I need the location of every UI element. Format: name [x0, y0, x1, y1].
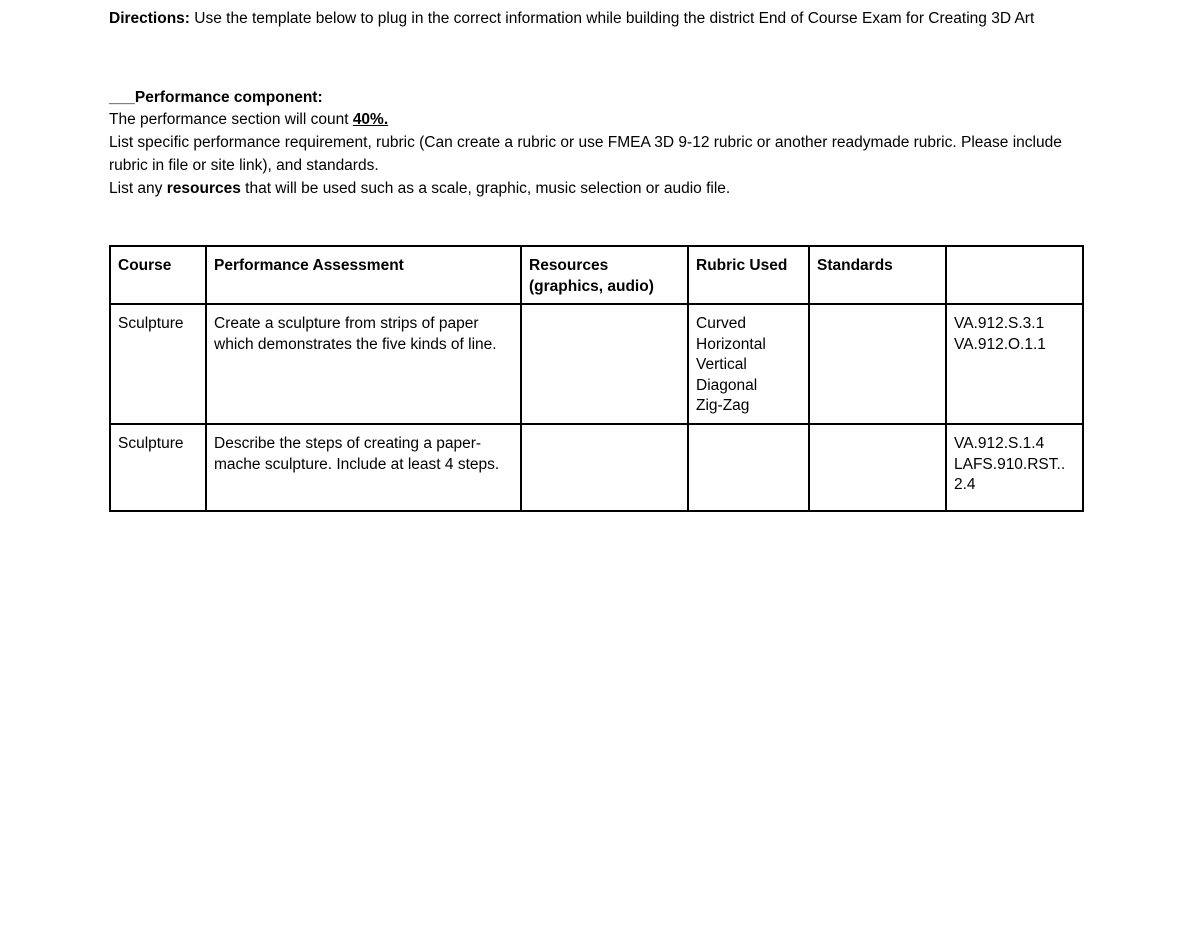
cell-extra: VA.912.S.1.4 LAFS.910.RST.. 2.4: [946, 424, 1083, 511]
cell-extra: VA.912.S.3.1 VA.912.O.1.1: [946, 304, 1083, 424]
table-row: [110, 424, 1083, 511]
table-header-row: [110, 246, 1083, 304]
cell-standards: [809, 304, 946, 424]
cell-standards: [809, 424, 946, 511]
performance-table: [109, 245, 1084, 512]
cell-resources: [521, 424, 688, 511]
cell-resources: [521, 304, 688, 424]
resources-prefix: List any: [109, 179, 167, 197]
count-prefix: The performance section will count: [109, 111, 353, 129]
count-value: 40%.: [352, 111, 389, 129]
header-rubric: Rubric Used: [688, 246, 809, 304]
directions-text: Use the template below to plug in the correct information while building the district End of Course Exam for Creating 3D Art: [189, 10, 1035, 27]
resources-suffix: that will be used such as a scale, graphic, music selection or audio file.: [240, 179, 731, 197]
header-extra: [946, 246, 1083, 304]
header-course: Course: [110, 246, 206, 304]
header-standards: Standards: [809, 246, 946, 304]
header-resources: Resources (graphics, audio): [521, 246, 688, 304]
header-assessment: Performance Assessment: [206, 246, 521, 304]
performance-heading: ___Performance component:: [109, 88, 323, 106]
performance-count-line: [109, 109, 1084, 132]
document-page: [109, 8, 1084, 200]
table-row: [110, 304, 1083, 424]
directions-label: Directions:: [109, 10, 190, 27]
resources-word: resources: [166, 179, 241, 197]
requirements-paragraph: List specific performance requirement, rubric (Can create a rubric or use FMEA 3D 9-12 rubric or another readymade rubric. Please include rubric in file or site link), and standards.: [109, 134, 1062, 174]
cell-rubric: [688, 424, 809, 511]
blank-space: [109, 31, 1084, 87]
cell-rubric: Curved Horizontal Vertical Diagonal Zig-Zag: [688, 304, 809, 424]
resources-paragraph: [109, 178, 1084, 201]
cell-course: Sculpture: [110, 304, 206, 424]
directions-paragraph: [109, 8, 1084, 31]
cell-course: Sculpture: [110, 424, 206, 511]
cell-assessment: Create a sculpture from strips of paper which demonstrates the five kinds of line.: [206, 304, 521, 424]
cell-assessment: Describe the steps of creating a paper-mache sculpture. Include at least 4 steps.: [206, 424, 521, 511]
